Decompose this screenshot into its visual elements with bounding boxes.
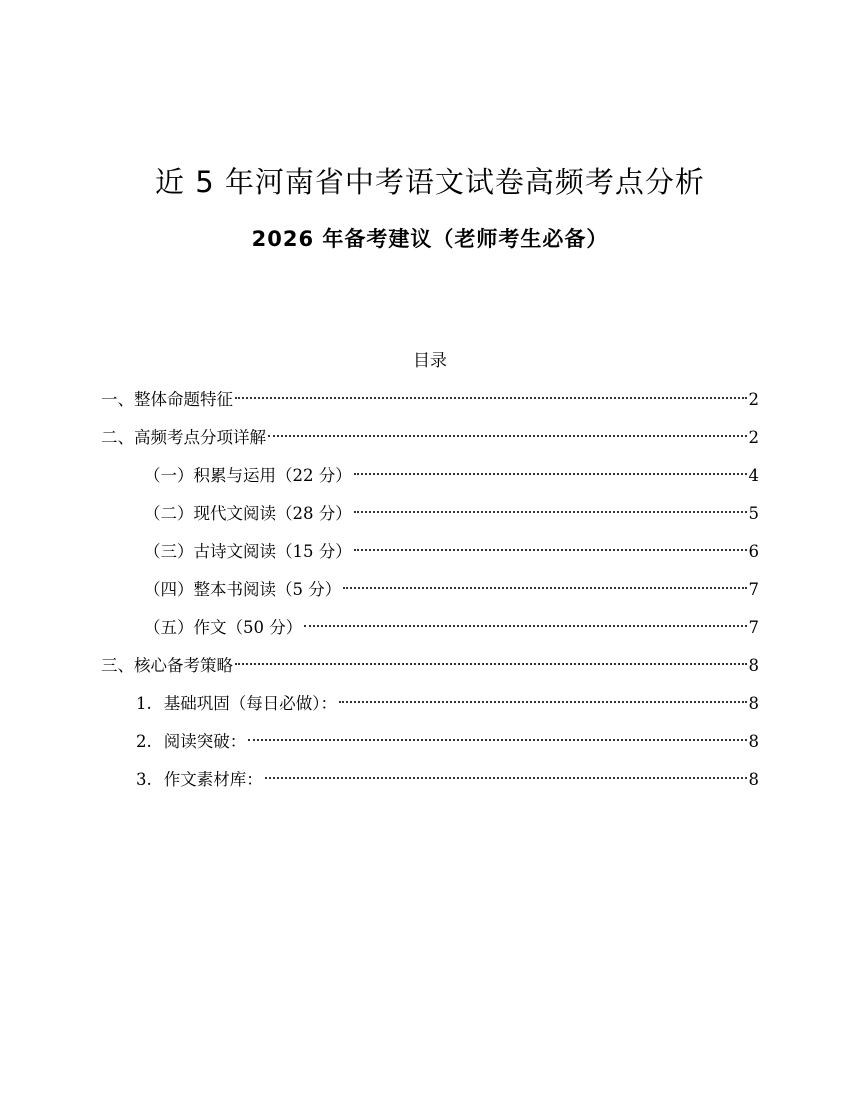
toc-entry[interactable] xyxy=(0,576,759,614)
table-of-contents xyxy=(0,386,860,804)
toc-entry-label: （一）积累与运用（22 分） xyxy=(144,466,352,485)
toc-dot-leader xyxy=(235,397,747,399)
toc-page-number: 6 xyxy=(748,542,759,561)
toc-entry-label: 二、高频考点分项详解 xyxy=(101,428,266,447)
toc-dot-leader xyxy=(248,739,746,741)
toc-page-number: 8 xyxy=(748,656,759,675)
toc-page-number: 8 xyxy=(748,732,759,751)
toc-entry-label xyxy=(136,728,246,756)
toc-dot-leader xyxy=(304,625,746,627)
toc-entry[interactable] xyxy=(0,386,759,424)
toc-heading: 目录 xyxy=(413,351,447,371)
toc-entry[interactable] xyxy=(0,538,759,576)
toc-entry-text: 阅读突破： xyxy=(163,732,247,751)
toc-page-number: 4 xyxy=(748,466,759,485)
toc-dot-leader xyxy=(354,549,747,551)
toc-page-number: 7 xyxy=(748,580,759,599)
toc-entry[interactable] xyxy=(0,690,759,728)
toc-entry-number: 2. xyxy=(136,732,152,751)
toc-entry-label: 三、核心备考策略 xyxy=(101,656,233,675)
toc-entry-label: （三）古诗文阅读（15 分） xyxy=(144,542,352,561)
toc-page-number: 2 xyxy=(748,428,759,447)
toc-entry-label: （二）现代文阅读（28 分） xyxy=(144,504,352,523)
toc-entry-label: （五）作文（50 分） xyxy=(144,618,303,637)
document-subtitle: 2026 年备考建议（老师考生必备） xyxy=(251,227,609,251)
toc-dot-leader xyxy=(268,435,747,437)
toc-entry-label xyxy=(136,766,263,794)
toc-entry[interactable] xyxy=(0,766,759,804)
toc-page-number: 8 xyxy=(748,694,759,713)
toc-entry-label: 一、整体命题特征 xyxy=(101,390,233,409)
toc-entry-number: 1. xyxy=(136,694,152,713)
toc-entry[interactable] xyxy=(0,728,759,766)
toc-page-number: 8 xyxy=(748,770,759,789)
toc-dot-leader xyxy=(354,473,747,475)
document-title: 近 5 年河南省中考语文试卷高频考点分析 xyxy=(155,165,705,199)
toc-entry-label: （四）整本书阅读（5 分） xyxy=(144,580,342,599)
toc-page-number: 7 xyxy=(748,618,759,637)
toc-dot-leader xyxy=(343,587,746,589)
toc-entry[interactable] xyxy=(0,424,759,462)
toc-entry-text: 基础巩固（每日必做）： xyxy=(163,694,337,713)
toc-entry[interactable] xyxy=(0,614,759,652)
toc-entry-number: 3. xyxy=(136,770,152,789)
toc-page-number: 5 xyxy=(748,504,759,523)
toc-entry[interactable] xyxy=(0,652,759,690)
toc-dot-leader xyxy=(354,511,747,513)
toc-entry[interactable] xyxy=(0,462,759,500)
toc-entry-label xyxy=(136,690,337,718)
toc-dot-leader xyxy=(235,663,747,665)
toc-entry-text: 作文素材库： xyxy=(163,770,263,789)
toc-dot-leader xyxy=(339,701,747,703)
toc-page-number: 2 xyxy=(748,390,759,409)
toc-dot-leader xyxy=(265,777,747,779)
toc-entry[interactable] xyxy=(0,500,759,538)
